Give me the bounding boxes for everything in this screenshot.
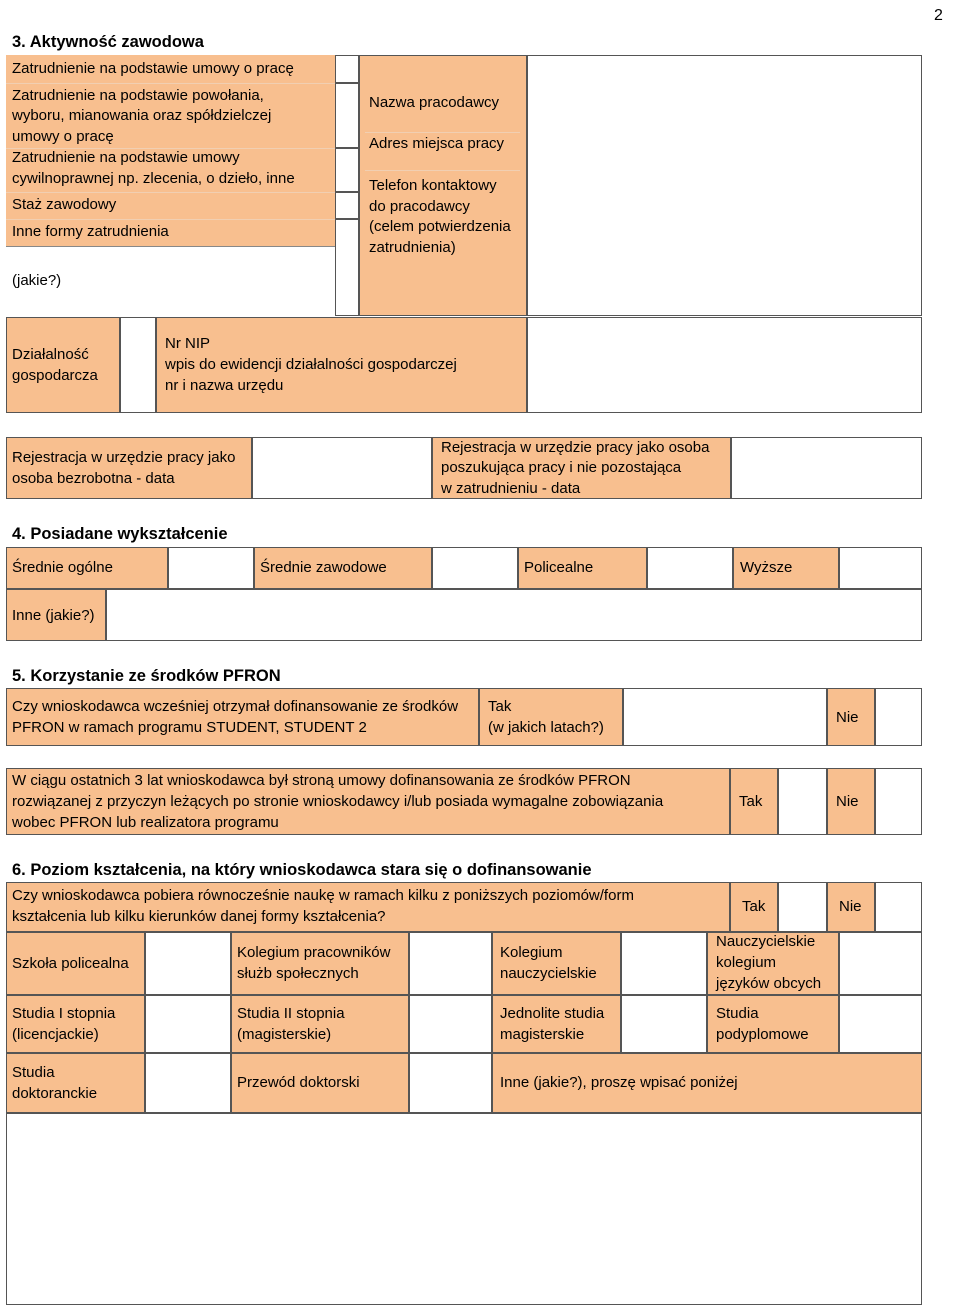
- business-activity-label-l2: gospodarcza: [12, 367, 98, 384]
- simultaneous-study-question-l1: Czy wnioskodawca pobiera równocześnie naukę w ramach kilku z poniższych poziomów/form: [12, 887, 634, 904]
- pfron-previous-years-field[interactable]: [623, 688, 827, 746]
- checkbox-edu-post-secondary[interactable]: [647, 547, 733, 589]
- checkbox-pfron-terminated-yes[interactable]: [778, 768, 827, 835]
- edu-vocational-label: Średnie zawodowe: [260, 559, 387, 576]
- checkbox-simultaneous-study-no[interactable]: [875, 882, 922, 932]
- option-appointment-l3: umowy o pracę: [12, 128, 114, 145]
- level-teacher-college-l1: Kolegium: [500, 944, 563, 961]
- jobseeker-registration-label-l3: w zatrudnieniu - data: [441, 480, 581, 497]
- checkbox-pfron-terminated-no[interactable]: [875, 768, 922, 835]
- checkbox-civil-contract[interactable]: [335, 148, 359, 192]
- nip-label-l1: Nr NIP: [165, 335, 210, 352]
- edu-general-label: Średnie ogólne: [12, 559, 113, 576]
- level-doctoral-l2: doktoranckie: [12, 1085, 98, 1102]
- option-other-employment: Inne formy zatrudnienia: [12, 223, 169, 240]
- level-master-l2: (magisterskie): [237, 1026, 332, 1043]
- checkbox-level-unified-master[interactable]: [621, 995, 707, 1053]
- employer-name-label: Nazwa pracodawcy: [369, 94, 500, 111]
- level-postgraduate-l1: Studia: [716, 1005, 759, 1022]
- checkbox-level-bachelor[interactable]: [145, 995, 231, 1053]
- pfron-previous-question-l2: PFRON w ramach programu STUDENT, STUDENT 2: [12, 719, 367, 736]
- unemployed-registration-label-l1: Rejestracja w urzędzie pracy jako: [12, 449, 236, 466]
- level-master-l1: Studia II stopnia: [237, 1005, 345, 1022]
- pfron-previous-question-l1: Czy wnioskodawca wcześniej otrzymał dofinansowanie ze środków: [12, 698, 459, 715]
- checkbox-level-master[interactable]: [409, 995, 492, 1053]
- work-address-label: Adres miejsca pracy: [369, 135, 505, 152]
- option-appointment-l1: Zatrudnienie na podstawie powołania,: [12, 87, 264, 104]
- jobseeker-registration-date-field[interactable]: [731, 437, 922, 499]
- jobseeker-registration-label-l2: poszukująca pracy i nie pozostająca: [441, 459, 682, 476]
- option-other-employment-note: (jakie?): [12, 272, 62, 289]
- option-employment-contract: Zatrudnienie na podstawie umowy o pracę: [12, 60, 294, 77]
- employer-phone-label-l3: (celem potwierdzenia: [369, 218, 511, 235]
- level-doctoral-l1: Studia: [12, 1064, 55, 1081]
- level-language-college-l3: języków obcych: [716, 975, 822, 992]
- pfron-terminated-yes-label: Tak: [739, 793, 763, 810]
- checkbox-edu-vocational[interactable]: [432, 547, 518, 589]
- pfron-terminated-question-l1: W ciągu ostatnich 3 lat wnioskodawca był stroną umowy dofinansowania ze środków PFRON: [12, 772, 631, 789]
- option-civil-contract-l1: Zatrudnienie na podstawie umowy: [12, 149, 240, 166]
- page-number: 2: [934, 7, 943, 24]
- checkbox-level-post-secondary[interactable]: [145, 932, 231, 995]
- checkbox-other-employment[interactable]: [335, 219, 359, 316]
- employer-info-field[interactable]: [527, 55, 922, 316]
- section-6-title: 6. Poziom kształcenia, na który wnioskodawca stara się o dofinansowanie: [12, 861, 592, 879]
- edu-other-label: Inne (jakie?): [12, 607, 95, 624]
- checkbox-level-doctoral-proceedings[interactable]: [409, 1053, 492, 1113]
- checkbox-business-activity[interactable]: [120, 317, 156, 413]
- checkbox-level-language-college[interactable]: [839, 932, 922, 995]
- pfron-terminated-question-l3: wobec PFRON lub realizatora programu: [12, 814, 279, 831]
- business-activity-label-l1: Działalność: [12, 346, 89, 363]
- pfron-previous-yes-label-l2: (w jakich latach?): [488, 719, 604, 736]
- simultaneous-study-yes-label: Tak: [742, 898, 766, 915]
- checkbox-level-social-services-college[interactable]: [409, 932, 492, 995]
- pfron-terminated-question-l2: rozwiązanej z przyczyn leżących po stronie wnioskodawcy i/lub posiada wymagalne zobowiązania: [12, 793, 664, 810]
- level-bachelor-l1: Studia I stopnia: [12, 1005, 116, 1022]
- level-language-college-l2: kolegium: [716, 954, 777, 971]
- checkbox-edu-general[interactable]: [168, 547, 254, 589]
- level-postgraduate-l2: podyplomowe: [716, 1026, 809, 1043]
- level-bachelor-l2: (licencjackie): [12, 1026, 99, 1043]
- level-other-description-field[interactable]: [6, 1113, 922, 1305]
- checkbox-level-postgraduate[interactable]: [839, 995, 922, 1053]
- section-4-title: 4. Posiadane wykształcenie: [12, 525, 228, 543]
- edu-post-secondary-label: Policealne: [524, 559, 594, 576]
- employer-phone-label-l2: do pracodawcy: [369, 198, 470, 215]
- section-5-title: 5. Korzystanie ze środków PFRON: [12, 667, 281, 685]
- unemployed-registration-label-l2: osoba bezrobotna - data: [12, 470, 175, 487]
- nip-label-l3: nr i nazwa urzędu: [165, 377, 284, 394]
- edu-higher-label: Wyższe: [740, 559, 793, 576]
- employer-phone-label-l4: zatrudnienia): [369, 239, 456, 256]
- level-language-college-l1: Nauczycielskie: [716, 933, 816, 950]
- level-doctoral-proceedings-label: Przewód doktorski: [237, 1074, 360, 1091]
- checkbox-level-doctoral[interactable]: [145, 1053, 231, 1113]
- pfron-previous-no-label: Nie: [836, 709, 859, 726]
- level-unified-master-l2: magisterskie: [500, 1026, 585, 1043]
- edu-other-field[interactable]: [106, 589, 922, 641]
- simultaneous-study-question-l2: kształcenia lub kilku kierunków danej formy kształcenia?: [12, 908, 386, 925]
- level-teacher-college-l2: nauczycielskie: [500, 965, 597, 982]
- level-other-label: Inne (jakie?), proszę wpisać poniżej: [500, 1074, 738, 1091]
- unemployed-registration-date-field[interactable]: [252, 437, 432, 499]
- checkbox-employment-contract[interactable]: [335, 55, 359, 83]
- employer-phone-label-l1: Telefon kontaktowy: [369, 177, 497, 194]
- level-social-services-college-l1: Kolegium pracowników: [237, 944, 391, 961]
- level-social-services-college-l2: służb społecznych: [237, 965, 359, 982]
- checkbox-internship[interactable]: [335, 192, 359, 219]
- checkbox-simultaneous-study-yes[interactable]: [778, 882, 827, 932]
- simultaneous-study-no-label: Nie: [839, 898, 862, 915]
- checkbox-pfron-previous-no[interactable]: [875, 688, 922, 746]
- level-post-secondary-label: Szkoła policealna: [12, 955, 129, 972]
- pfron-previous-yes-label-l1: Tak: [488, 698, 512, 715]
- jobseeker-registration-label-l1: Rejestracja w urzędzie pracy jako osoba: [441, 439, 710, 456]
- checkbox-level-teacher-college[interactable]: [621, 932, 707, 995]
- option-civil-contract-l2: cywilnoprawnej np. zlecenia, o dzieło, inne: [12, 170, 295, 187]
- nip-label-l2: wpis do ewidencji działalności gospodarczej: [165, 356, 457, 373]
- nip-field[interactable]: [527, 317, 922, 413]
- checkbox-appointment[interactable]: [335, 83, 359, 148]
- checkbox-edu-higher[interactable]: [839, 547, 922, 589]
- section-3-title: 3. Aktywność zawodowa: [12, 33, 204, 51]
- level-unified-master-l1: Jednolite studia: [500, 1005, 605, 1022]
- option-appointment-l2: wyboru, mianowania oraz spółdzielczej: [12, 107, 272, 124]
- option-internship: Staż zawodowy: [12, 196, 117, 213]
- pfron-terminated-no-label: Nie: [836, 793, 859, 810]
